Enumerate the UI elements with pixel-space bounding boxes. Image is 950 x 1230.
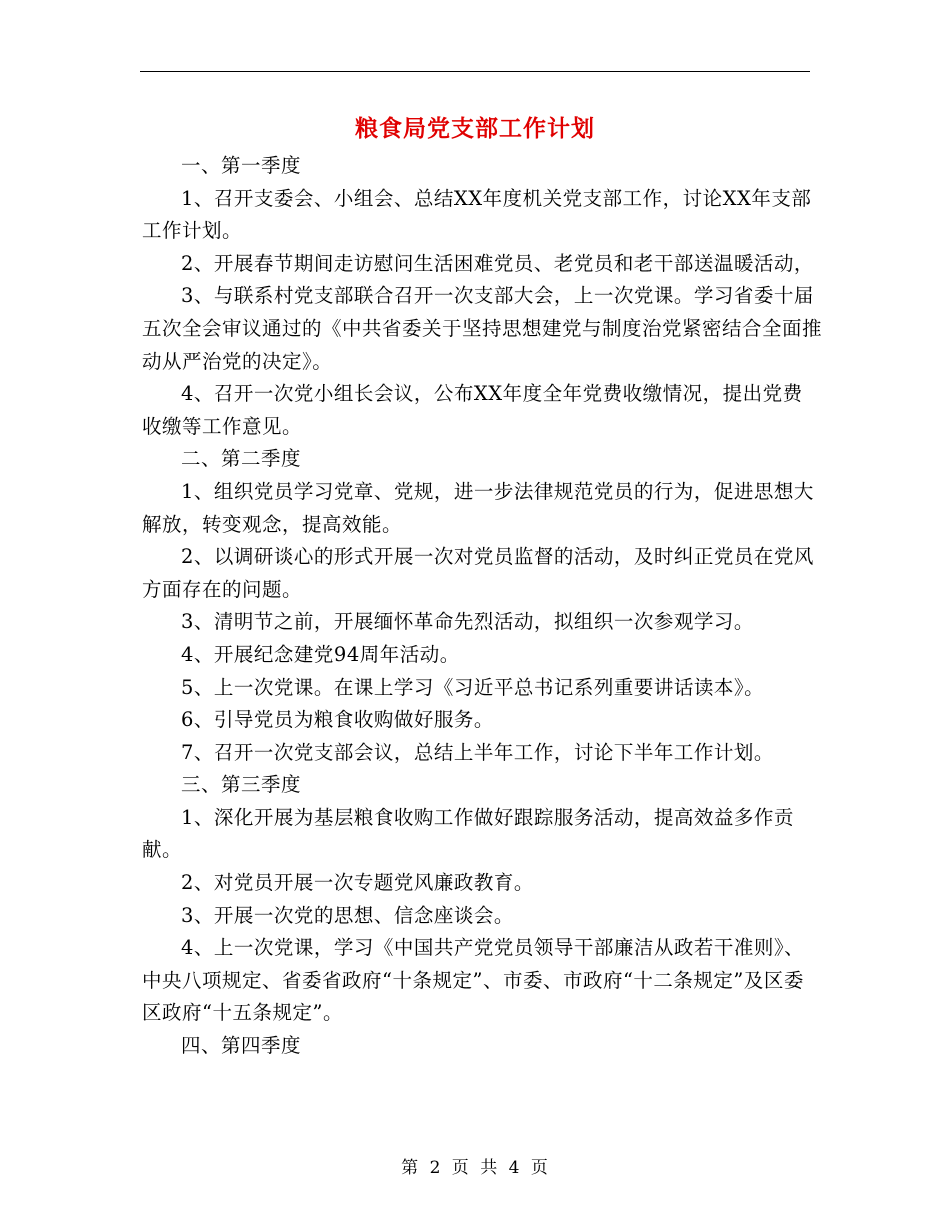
footer-total-pages: 4: [508, 1158, 521, 1178]
paragraph: 4、召开一次党小组长会议，公布XX年度全年党费收缴情况，提出党费收缴等工作意见。: [142, 382, 803, 438]
paragraph: 2、对党员开展一次专题党风廉政教育。: [181, 871, 534, 895]
paragraph: 3、与联系村党支部联合召开一次支部大会，上一次党课。学习省委十届五次全会审议通过的《中共省委关于坚持思想建党与制度治党紧密结合全面推动从严治党的决定》。: [142, 284, 823, 373]
paragraph: 7、召开一次党支部会议，总结上半年工作，讨论下半年工作计划。: [181, 740, 774, 764]
paragraph: 1、召开支委会、小组会、总结XX年度机关党支部工作，讨论XX年支部工作计划。: [142, 186, 812, 243]
paragraph: 2、以调研谈心的形式开展一次对党员监督的活动，及时纠正党员在党风方面存在的问题。: [142, 545, 814, 601]
footer-current-page: 2: [429, 1158, 442, 1178]
header-rule: [140, 71, 810, 72]
section-heading-q2: 二、第二季度: [181, 447, 302, 471]
paragraph: 4、上一次党课，学习《中国共产党党员领导干部廉洁从政若干准则》、中央八项规定、省委省政府“十条规定”、市委、市政府“十二条规定”及区委区政府“十五条规定”。: [142, 936, 805, 1025]
paragraph: 5、上一次党课。在课上学习《习近平总书记系列重要讲话读本》。: [181, 675, 765, 699]
paragraph: 4、开展纪念建党94周年活动。: [181, 642, 460, 666]
paragraph: 3、开展一次党的思想、信念座谈会。: [181, 903, 514, 927]
paragraph: 2、开展春节期间走访慰问生活困难党员、老党员和老干部送温暖活动，: [181, 251, 814, 275]
paragraph: 1、深化开展为基层粮食收购工作做好跟踪服务活动，提高效益多作贡献。: [142, 805, 794, 862]
section-heading-q1: 一、第一季度: [181, 154, 302, 177]
document-body: [142, 150, 822, 1063]
footer-suffix: 页: [530, 1158, 549, 1178]
section-heading-q3: 三、第三季度: [181, 773, 302, 797]
footer-total-word: 共: [480, 1158, 499, 1178]
paragraph: 3、清明节之前，开展缅怀革命先烈活动，拟组织一次参观学习。: [181, 610, 754, 634]
paragraph: 1、组织党员学习党章、党规，进一步法律规范党员的行为，促进思想大解放，转变观念，提高效能。: [142, 479, 814, 536]
footer-page-word: 页: [451, 1158, 470, 1178]
section-heading-q4: 四、第四季度: [181, 1034, 302, 1058]
page-footer: [0, 1153, 950, 1178]
document-title: 粮食局党支部工作计划: [355, 115, 595, 142]
paragraph: 6、引导党员为粮食收购做好服务。: [181, 708, 494, 732]
footer-prefix: 第: [401, 1158, 420, 1178]
